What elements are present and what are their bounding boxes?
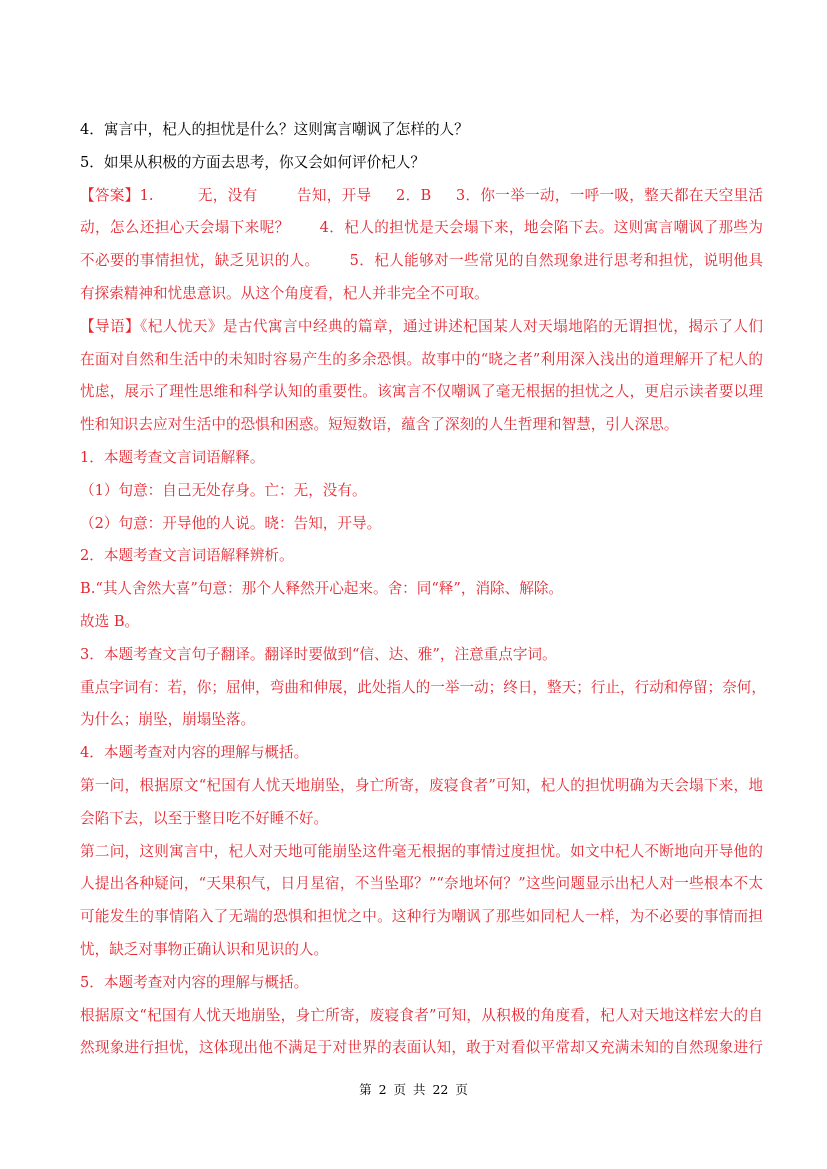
text-line bbox=[80, 737, 763, 770]
text-line bbox=[80, 212, 763, 245]
text-line bbox=[80, 540, 763, 573]
line-text: 有探索精神和忧患意识。从这个角度看，杞人并非完全不可取。 bbox=[80, 284, 489, 302]
line-text: 性和知识去应对生活中的恐惧和困惑。短短数语，蕴含了深刻的人生哲理和智慧，引人深思。 bbox=[80, 416, 679, 434]
line-text: 《杞人忧天》是古代寓言中经典的篇章，通过讲述杞国某人对天塌地陷的无谓担忧，揭示了人们 bbox=[140, 317, 763, 335]
text-line bbox=[80, 409, 763, 442]
text-line bbox=[80, 344, 763, 377]
text-line bbox=[80, 1000, 763, 1033]
line-text: 重点字词有：若，你；屈伸，弯曲和伸展，此处指人的一举一动；终日，整天；行止，行动和停留；奈何， bbox=[80, 678, 766, 696]
line-text: 动，怎么还担心天会塌下来呢？ 4．杞人的担忧是天会塌下来，地会陷下去。这则寓言嘲讽了那些为 bbox=[80, 219, 763, 237]
text-line bbox=[80, 672, 766, 705]
text-line bbox=[80, 508, 763, 541]
text-line bbox=[80, 180, 763, 213]
line-text: 根据原文“杞国有人忧天地崩坠，身亡所寄，废寝食者”可知，从积极的角度看，杞人对天地这样宏大的自 bbox=[80, 1006, 763, 1024]
section-tag: 【导语】 bbox=[80, 317, 141, 335]
text-line bbox=[80, 868, 763, 901]
text-line bbox=[80, 114, 763, 147]
document-body bbox=[80, 114, 766, 1065]
line-text: 第二问，这则寓言中，杞人对天地可能崩坠这件毫无根据的事情过度担忧。如文中杞人不断地向开导他的 bbox=[80, 842, 763, 860]
text-line bbox=[80, 442, 763, 475]
text-line bbox=[80, 934, 763, 967]
line-text: 为什么；崩坠，崩塌坠落。 bbox=[80, 711, 256, 729]
line-text: 人提出各种疑问，“天果积气，日月星宿，不当坠耶？”“奈地坏何？”这些问题显示出杞人对一些根本不太 bbox=[80, 875, 763, 893]
text-line bbox=[80, 606, 763, 639]
text-line bbox=[80, 311, 763, 344]
page-footer: 第 2 页 共 22 页 bbox=[359, 1082, 468, 1097]
text-line bbox=[80, 967, 763, 1000]
line-text: 4．本题考查对内容的理解与概括。 bbox=[80, 744, 309, 762]
text-line bbox=[80, 147, 763, 180]
line-text: 可能发生的事情陷入了无端的恐惧和担忧之中。这种行为嘲讽了那些如同杞人一样，为不必要的事情而担 bbox=[80, 908, 763, 926]
line-text: 1. 无，没有 告知，开导 2．B 3．你一举一动，一呼一吸，整天都在天空里活 bbox=[139, 186, 763, 204]
line-text: 4．寓言中，杞人的担忧是什么？这则寓言嘲讽了怎样的人？ bbox=[80, 121, 469, 138]
text-line bbox=[80, 376, 763, 409]
line-text: 5．如果从积极的方面去思考，你又会如何评价杞人？ bbox=[80, 153, 425, 171]
line-text: 不必要的事情担忧，缺乏见识的人。 5．杞人能够对一些常见的自然现象进行思考和担忧，说明他具 bbox=[80, 252, 763, 270]
section-tag: 【答案】 bbox=[80, 186, 140, 204]
text-line bbox=[80, 573, 763, 606]
line-text: 故选 B。 bbox=[80, 612, 140, 630]
text-line bbox=[80, 639, 763, 672]
text-line bbox=[80, 803, 763, 836]
line-text: 会陷下去，以至于整日吃不好睡不好。 bbox=[80, 809, 329, 827]
line-text: B.“其人舍然大喜”句意：那个人释然开心起来。舍：同“释”，消除、解除。 bbox=[80, 580, 564, 598]
text-line bbox=[80, 704, 763, 737]
text-line bbox=[80, 1032, 763, 1065]
line-text: 忧，缺乏对事物正确认识和见识的人。 bbox=[80, 940, 329, 958]
line-text: 第一问，根据原文“杞国有人忧天地崩坠，身亡所寄，废寝食者”可知，杞人的担忧明确为天会塌下来，地 bbox=[80, 776, 763, 794]
text-line bbox=[80, 278, 763, 311]
line-text: （2）句意：开导他的人说。晓：告知，开导。 bbox=[80, 514, 382, 532]
line-text: 忧虑，展示了理性思维和科学认知的重要性。该寓言不仅嘲讽了毫无根据的担忧之人，更启示读者要以理 bbox=[80, 383, 763, 401]
text-line bbox=[80, 836, 763, 869]
line-text: 2．本题考查文言词语解释辨析。 bbox=[80, 547, 294, 565]
line-text: （1）句意：自己无处存身。亡：无，没有。 bbox=[80, 481, 367, 499]
text-line bbox=[80, 770, 763, 803]
line-text: 1．本题考查文言词语解释。 bbox=[80, 448, 265, 466]
line-text: 5．本题考查对内容的理解与概括。 bbox=[80, 973, 309, 991]
text-line bbox=[80, 901, 763, 934]
line-text: 然现象进行担忧，这体现出他不满足于对世界的表面认知，敢于对看似平常却又充满未知的自然现象进行 bbox=[80, 1039, 763, 1057]
line-text: 3．本题考查文言句子翻译。翻译时要做到“信、达、雅”，注意重点字词。 bbox=[80, 645, 557, 663]
text-line bbox=[80, 245, 763, 278]
line-text: 在面对自然和生活中的未知时容易产生的多余恐惧。故事中的“晓之者”利用深入浅出的道理解开了杞人的 bbox=[80, 350, 763, 368]
text-line bbox=[80, 475, 763, 508]
